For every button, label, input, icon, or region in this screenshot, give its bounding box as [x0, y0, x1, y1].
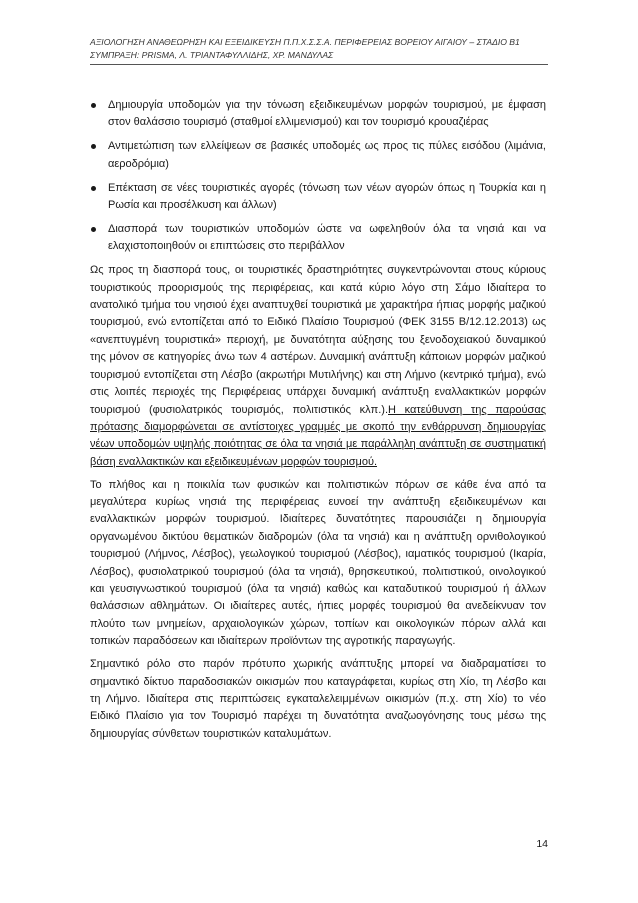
header-divider — [90, 64, 548, 65]
paragraph-settlements: Σημαντικό ρόλο στο παρόν πρότυπο χωρικής ανάπτυξης μπορεί να διαδραματίσει το σημαντικό δίκτυο παραδοσιακών οικισμών που καταγράφεται, κυρίως στη Χίο, τη Λέσβο και τη Λήμνο. Ιδιαίτερα στις περιπτώσεις εγκαταλελειμμένων οικισμών (π.χ. στη Χίο) το νέο Ειδικό Πλαίσιο για τον Τουρισμό παρέχει τη δυνατότητα αναζωογόνησης τους μέσω της δημιουργίας σύνθετων τουριστικών καταλυμάτων. — [90, 658, 546, 740]
header-title: ΑΞΙΟΛΟΓΗΣΗ ΑΝΑΘΕΩΡΗΣΗ ΚΑΙ ΕΞΕΙΔΙΚΕΥΣΗ Π.Π.Χ.Σ.Σ.Α. ΠΕΡΙΦΕΡΕΙΑΣ ΒΟΡΕΙΟΥ ΑΙΓΑΙΟΥ – ΣΤΑΔΙΟ Β1 — [90, 37, 520, 47]
paragraph-distribution-underlined: Η κατεύθυνση της παρούσας πρότασης διαμορφώνεται σε αντίστοιχες γραμμές με σκοπό την ενθάρρυνση δημιουργίας νέων υποδομών υψηλής ποιότητας σε όλα τα νησιά με παράλληλη ανάπτυξη σε συστηματική βάση εναλλακτικών και εξειδικευμένων μορφών τουρισμού. — [90, 403, 546, 468]
bullet-icon — [91, 144, 96, 149]
running-header — [90, 36, 548, 62]
bullet-item — [90, 221, 546, 256]
page-number: 14 — [536, 838, 548, 850]
body-content — [90, 97, 546, 749]
bullet-list — [90, 97, 546, 256]
paragraph-distribution-text: Ως προς τη διασπορά τους, οι τουριστικές δραστηριότητες συγκεντρώνονται στους κύριους τουριστικούς προορισμούς της περιφέρειας, και κατά κύριο λόγο στη Σάμο Ιδιαίτερα το ανατολικό τμήμα του νησιού έχει αναπτυχθεί τουριστικά με χαρακτήρα ήπιας μορφής μαζικού τουρισμού, ενώ εντοπίζεται από το Ειδικό Πλαίσιο Τουρισμού (ΦΕΚ 3155 Β/12.12.2013) ως «ανεπτυγμένη τουριστικά» περιοχή, με δυνατότητα αύξησης του ξενοδοχειακού δυναμικού της μόνον σε κατηγορίες άνω των 4 αστέρων. Δυναμική ανάπτυξη κάποιων μορφών μαζικού τουρισμού εντοπίζεται στη Λέσβο (ακρωτήρι Μυτιλήνης) και στη Λήμνο (κεντρικό τμήμα), ενώ στις λοιπές περιοχές της Περιφέρειας υπάρχει δυναμική ανάπτυξη εναλλακτικών μορφών τουρισμού (φυσιολατρικός τουρισμός, πολιτιστικός κλπ.). — [90, 264, 546, 416]
bullet-text: Επέκταση σε νέες τουριστικές αγορές (τόνωση των νέων αγορών όπως η Τουρκία και η Ρωσία και προσέλκυση και άλλων) — [108, 181, 546, 212]
bullet-item — [90, 138, 546, 173]
paragraph-resources: Το πλήθος και η ποικιλία των φυσικών και πολιτιστικών πόρων σε κάθε ένα από τα μεγαλύτερα κυρίως νησιά της περιφέρειας ευνοεί την ανάπτυξη εξειδικευμένων και εναλλακτικών μορφών τουρισμού. Ιδιαίτερες δυνατότητες παρουσιάζει η δημιουργία οργανωμένου δικτύου θεματικών διαδρομών (όλα τα νησιά) και η ανάπτυξη ορνιθολογικού τουρισμού (Λήμνος, Λέσβος), γεωλογικού τουρισμού (Λέσβος), ιαματικός τουρισμού (Ικαρία, Λέσβος), φυσιολατρικού τουρισμού (όλα τα νησιά), θρησκευτικού, πολιτιστικού, οινολογικού και γευσιγνωστικού τουρισμού (όλα τα νησιά) καθώς και καταδυτικού τουρισμού ή άλλων θαλάσσιων αθλημάτων. Οι ιδιαίτερες αυτές, ήπιες μορφές τουρισμού θα ανεδείκνυαν τον πλούτο των μνημείων, αρχαιολογικών χώρων, τοπίων και οικολογικών πόρων αλλά και τοπικών παραδόσεων και ιδιαίτερων προϊόντων της αγροτικής παραγωγής. — [90, 478, 546, 648]
bullet-text: Αντιμετώπιση των ελλείψεων σε βασικές υποδομές ως προς τις πύλες εισόδου (λιμάνια, αεροδρόμια) — [108, 140, 546, 170]
paragraph-distribution — [90, 262, 546, 471]
bullet-text: Δημιουργία υποδομών για την τόνωση εξειδικευμένων μορφών τουρισμού, με έμφαση στον θαλάσσιο τουρισμό (σταθμοί ελλιμενισμού) και τον τουρισμό κρουαζιέρας — [108, 99, 546, 129]
bullet-item — [90, 180, 546, 215]
bullet-icon — [91, 103, 96, 108]
bullet-text: Διασπορά των τουριστικών υποδομών ώστε να ωφεληθούν όλα τα νησιά και να ελαχιστοποιηθούν οι επιπτώσεις στο περιβάλλον — [108, 222, 546, 253]
bullet-item — [90, 97, 546, 132]
header-authors: ΣΥΜΠΡΑΞΗ: PRISMA, Λ. ΤΡΙΑΝΤΑΦΥΛΛΙΔΗΣ, ΧΡ. ΜΑΝΔΥΛΑΣ — [90, 50, 334, 60]
bullet-icon — [91, 186, 96, 191]
bullet-icon — [91, 227, 96, 232]
